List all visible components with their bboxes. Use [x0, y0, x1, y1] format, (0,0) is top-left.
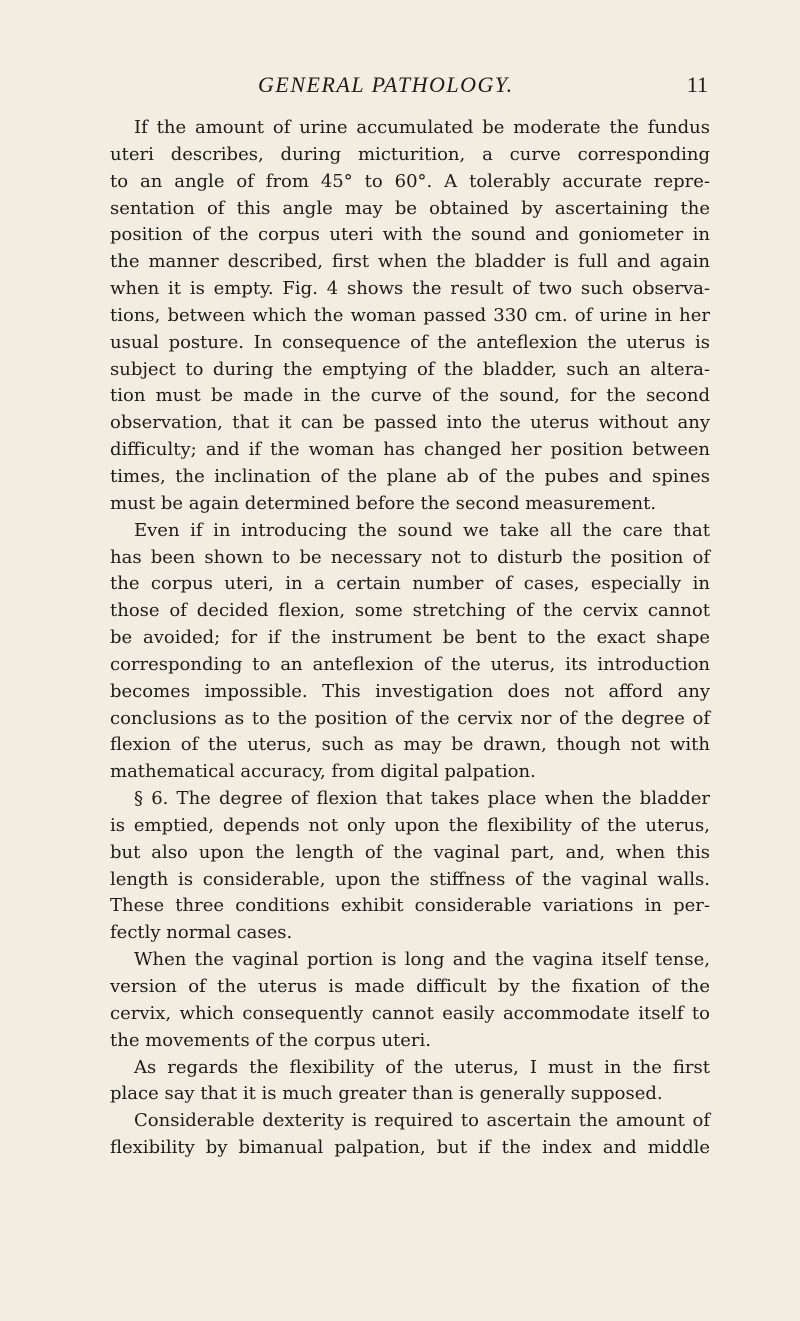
- page-number: 11: [686, 72, 708, 97]
- text-line: must be again determined before the second measurement.: [110, 492, 657, 514]
- text-line: § 6. The degree of flexion that takes place when the bladder: [134, 788, 710, 810]
- text-line: has been shown to be necessary not to disturb the position of: [110, 546, 710, 568]
- text-line: the manner described, first when the bladder is full and again: [110, 251, 710, 273]
- running-title: GENERAL PATHOLOGY.: [258, 72, 514, 97]
- text-line: length is considerable, upon the stiffness of the vaginal walls.: [110, 868, 710, 890]
- text-line: flexion of the uterus, such as may be drawn, though not with: [110, 734, 710, 756]
- text-line: difficulty; and if the woman has changed her position between: [110, 439, 710, 461]
- text-line: sentation of this angle may be obtained by ascertaining the: [110, 197, 710, 219]
- text-line: If the amount of urine accumulated be moderate the fundus: [134, 117, 710, 138]
- text-line: place say that it is much greater than is generally supposed.: [110, 1083, 663, 1105]
- text-line: flexibility by bimanual palpation, but if the index and middle: [110, 1137, 710, 1159]
- text-line: Considerable dexterity is required to ascertain the amount of: [134, 1110, 710, 1132]
- text-line: conclusions as to the position of the cervix nor of the degree of: [110, 707, 710, 729]
- text-line: be avoided; for if the instrument be bent to the exact shape: [110, 627, 710, 649]
- text-line: becomes impossible. This investigation does not afford any: [110, 680, 710, 702]
- text-line: tions, between which the woman passed 330 cm. of urine in her: [110, 304, 710, 326]
- text-line: cervix, which consequently cannot easily accommodate itself to: [110, 1002, 710, 1024]
- text-line: observation, that it can be passed into the uterus without any: [110, 412, 710, 434]
- text-line: subject to during the emptying of the bladder, such an altera-: [110, 358, 710, 380]
- text-line: usual posture. In consequence of the anteflexion the uterus is: [110, 331, 710, 353]
- text-line: When the vaginal portion is long and the vagina itself tense,: [134, 949, 710, 971]
- text-line: version of the uterus is made difficult by the fixation of the: [110, 976, 710, 997]
- text-line: mathematical accuracy, from digital palpation.: [110, 761, 536, 783]
- body-text: [110, 115, 710, 1162]
- text-line: As regards the flexibility of the uterus, I must in the first: [134, 1056, 710, 1078]
- text-line: tion must be made in the curve of the sound, for the second: [110, 385, 710, 407]
- text-line: fectly normal cases.: [110, 922, 293, 944]
- text-line: to an angle of from 45° to 60°. A tolerably accurate repre-: [110, 170, 710, 192]
- text-line: is emptied, depends not only upon the flexibility of the uterus,: [110, 814, 710, 836]
- text-line: but also upon the length of the vaginal part, and, when this: [110, 841, 710, 863]
- text-line: uteri describes, during micturition, a curve corresponding: [110, 143, 710, 165]
- text-line: the movements of the corpus uteri.: [110, 1029, 432, 1051]
- text-line: corresponding to an anteflexion of the uterus, its introduction: [110, 653, 710, 675]
- text-line: position of the corpus uteri with the sound and goniometer in: [110, 224, 710, 246]
- text-line: times, the inclination of the plane ab of the pubes and spines: [110, 465, 710, 487]
- text-line: those of decided flexion, some stretching of the cervix cannot: [110, 600, 710, 622]
- text-line: These three conditions exhibit considerable variations in per-: [110, 895, 710, 917]
- text-line: Even if in introducing the sound we take all the care that: [134, 519, 710, 541]
- text-line: the corpus uteri, in a certain number of cases, especially in: [110, 573, 710, 595]
- running-head: [110, 72, 710, 102]
- text-line: when it is empty. Fig. 4 shows the result of two such observa-: [110, 278, 710, 300]
